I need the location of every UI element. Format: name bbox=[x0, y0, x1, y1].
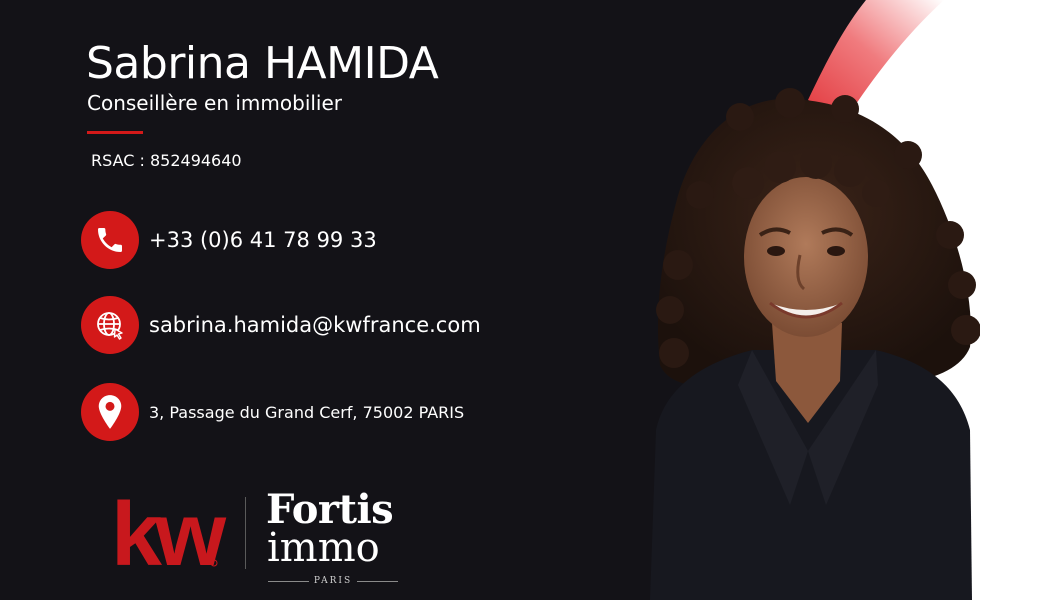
brand-city: PARIS bbox=[313, 576, 353, 586]
globe-icon bbox=[81, 296, 139, 354]
kw-logo bbox=[111, 495, 227, 571]
phone-icon bbox=[81, 211, 139, 269]
brand-rule-left bbox=[268, 581, 309, 582]
brand-fortis: Fortis bbox=[266, 486, 394, 533]
person-name: Sabrina HAMIDA bbox=[86, 38, 439, 89]
brand-immo: immo bbox=[267, 525, 380, 571]
person-title: Conseillère en immobilier bbox=[87, 91, 343, 115]
logo-divider bbox=[245, 497, 246, 569]
address-text[interactable]: 3, Passage du Grand Cerf, 75002 PARIS bbox=[149, 402, 465, 422]
location-pin-icon bbox=[81, 383, 139, 441]
contact-address[interactable] bbox=[81, 383, 464, 441]
email-text[interactable]: sabrina.hamida@kwfrance.com bbox=[149, 313, 481, 337]
contact-phone[interactable] bbox=[81, 211, 377, 269]
portrait-photo bbox=[640, 85, 980, 600]
contact-email[interactable] bbox=[81, 296, 481, 354]
kw-logo-text: kw bbox=[111, 495, 227, 571]
accent-divider bbox=[87, 131, 143, 134]
phone-text[interactable]: +33 (0)6 41 78 99 33 bbox=[149, 228, 377, 252]
brand-city-row bbox=[268, 576, 398, 586]
rsac-number: RSAC : 852494640 bbox=[91, 151, 242, 170]
brand-rule-right bbox=[357, 581, 398, 582]
